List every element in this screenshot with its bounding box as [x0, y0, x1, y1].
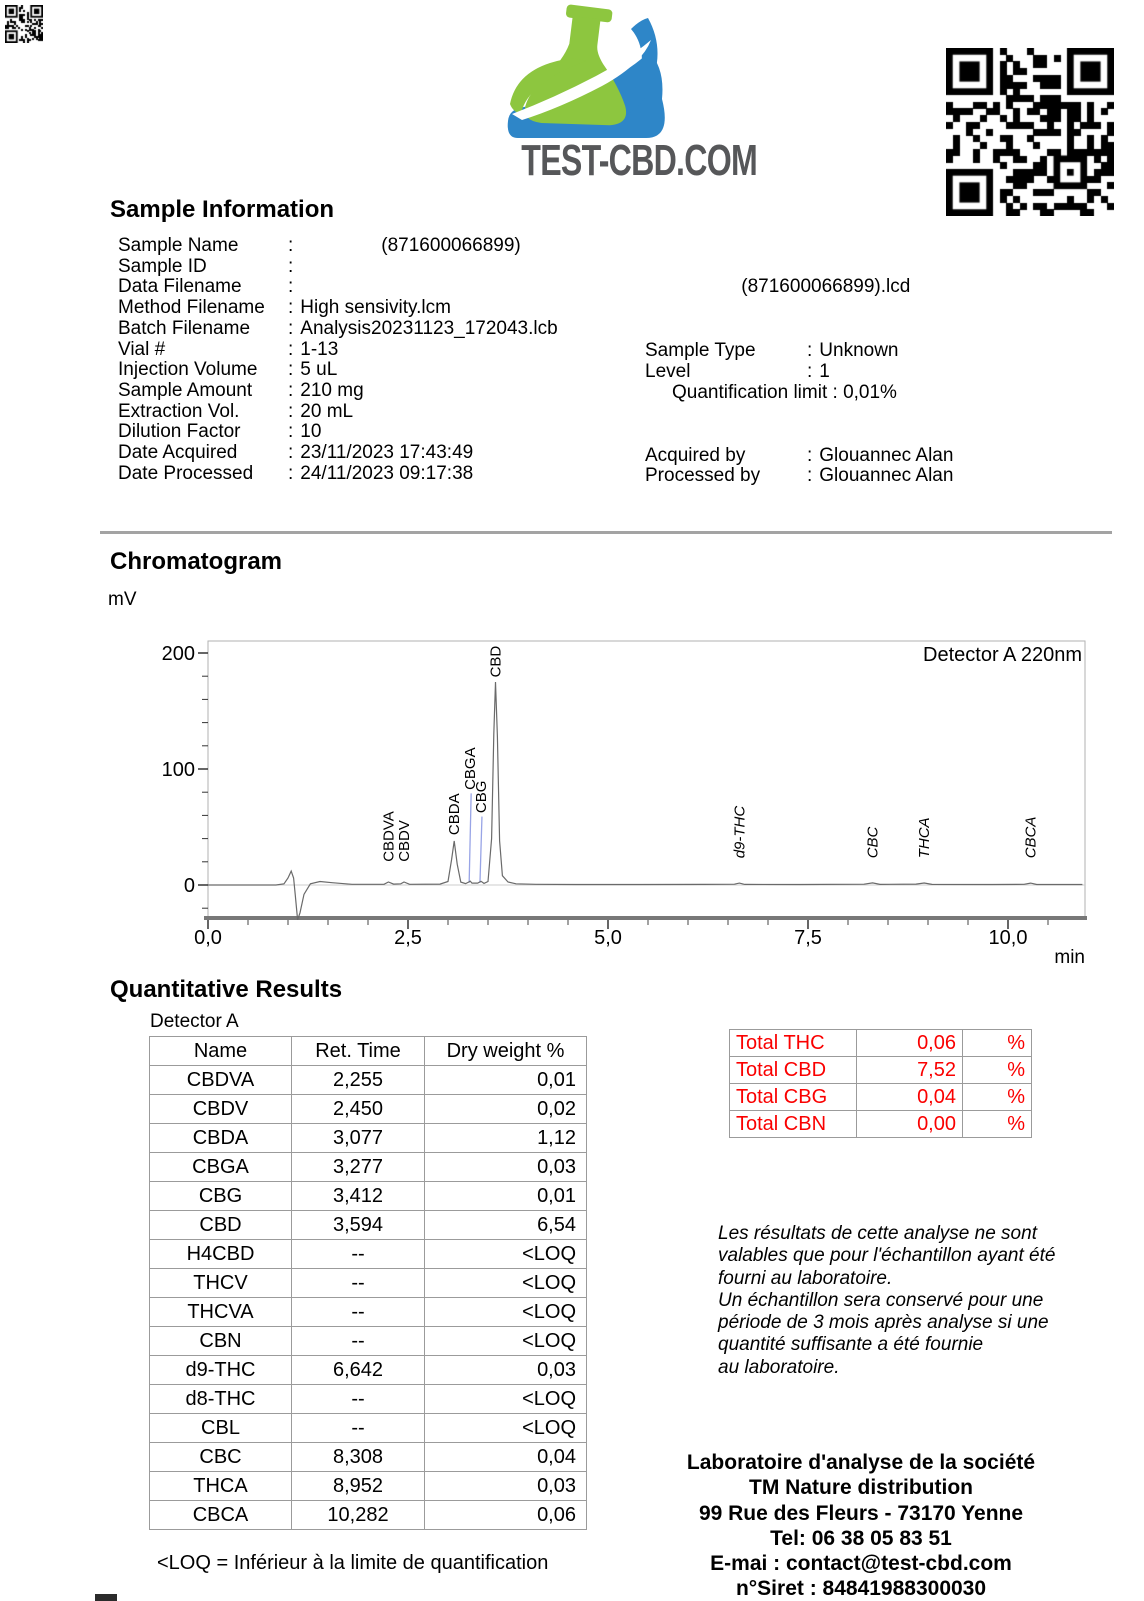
sample-info-label: Data Filename	[118, 276, 242, 298]
dry-weight-cell: <LOQ	[425, 1327, 587, 1356]
colon: :	[807, 465, 813, 486]
peak-label-CBGA: CBGA	[462, 747, 480, 790]
dry-weight-cell: 0,02	[425, 1095, 587, 1124]
sample-info-value: 23/11/2023 17:43:49	[300, 442, 474, 464]
y-tick-label: 0	[183, 875, 195, 897]
dry-weight-cell: <LOQ	[425, 1240, 587, 1269]
sample-info-value: 1-13	[300, 338, 339, 360]
x-tick-label: 5,0	[594, 927, 622, 949]
disclaimer-line: Un échantillon sera conservé pour une	[718, 1289, 1044, 1311]
sample-info-label: Method Filename	[118, 297, 265, 319]
total-label-cell: Total CBN	[730, 1111, 857, 1138]
plot-frame	[208, 641, 1085, 917]
sample-info-label: Sample Name	[118, 235, 239, 256]
peak-label-CBD: CBD	[487, 645, 505, 678]
dry-weight-cell: 0,01	[425, 1182, 587, 1211]
dry-weight-cell: <LOQ	[425, 1414, 587, 1443]
disclaimer-text	[718, 1223, 1055, 1379]
totals-table	[729, 1029, 1032, 1138]
sample-info-value: High sensivity.lcm	[300, 297, 451, 319]
table-row	[150, 1153, 587, 1182]
colon: :	[807, 445, 813, 466]
peak-label-CBCA: CBCA	[1022, 816, 1040, 859]
sample-info-value: Analysis20231123_172043.lcb	[300, 317, 558, 339]
total-row	[730, 1030, 1032, 1057]
compound-name-cell: CBCA	[150, 1501, 292, 1530]
sample-info-row	[118, 257, 910, 278]
sample-info-row	[118, 319, 910, 340]
footer-line: E-mai : contact@test-cbd.com	[710, 1552, 1012, 1576]
chromatogram-title: Chromatogram	[110, 548, 283, 575]
colon: :	[288, 255, 294, 277]
colon: :	[288, 276, 294, 298]
cropped-artifact	[95, 1594, 117, 1601]
compound-name-cell: CBD	[150, 1211, 292, 1240]
colon: :	[288, 297, 294, 319]
sample-info-value: 24/11/2023 09:17:38	[300, 462, 474, 484]
compound-name-cell: CBN	[150, 1327, 292, 1356]
x-tick-label: 0,0	[194, 927, 222, 949]
colon: :	[288, 338, 294, 360]
table-header-row	[150, 1037, 587, 1066]
table-row	[150, 1269, 587, 1298]
table-row	[150, 1240, 587, 1269]
table-row	[150, 1472, 587, 1501]
table-row	[150, 1095, 587, 1124]
peak-label-CBDA: CBDA	[446, 793, 464, 836]
colon: :	[288, 421, 294, 443]
ret-time-cell: 3,277	[292, 1153, 425, 1182]
disclaimer-line: valables que pour l'échantillon ayant été	[718, 1245, 1056, 1267]
sample-info-row	[645, 445, 953, 467]
x-tick-label: 7,5	[794, 927, 822, 949]
table-row	[150, 1414, 587, 1443]
table-row	[150, 1443, 587, 1472]
y-tick-label: 200	[161, 643, 195, 665]
peak-label-CBC: CBC	[864, 826, 882, 859]
sample-info-row	[118, 236, 910, 257]
ret-time-cell: 2,450	[292, 1095, 425, 1124]
sample-info-label: Injection Volume	[118, 359, 258, 381]
compound-name-cell: CBDVA	[150, 1066, 292, 1095]
colon: :	[807, 361, 813, 382]
sample-info-row: Quantification limit : 0,01%	[672, 382, 897, 403]
compound-name-cell: CBG	[150, 1182, 292, 1211]
total-value-cell: 0,06	[857, 1030, 963, 1057]
column-header: Dry weight %	[425, 1037, 587, 1066]
ret-time-cell: 3,594	[292, 1211, 425, 1240]
loq-footnote: <LOQ = Inférieur à la limite de quantification	[157, 1552, 549, 1574]
total-value-cell: 7,52	[857, 1057, 963, 1084]
peak-label-CBG: CBG	[473, 780, 490, 814]
sample-info-row	[645, 465, 953, 487]
sample-info-row	[118, 422, 910, 443]
sample-info-label: Date Processed	[118, 462, 254, 484]
ret-time-cell: --	[292, 1240, 425, 1269]
total-value-cell: 0,04	[857, 1084, 963, 1111]
peak-leader-line	[480, 817, 482, 883]
column-header: Name	[150, 1037, 292, 1066]
sample-info-row	[118, 298, 910, 319]
ret-time-cell: 8,308	[292, 1443, 425, 1472]
peak-label-CBDV: CBDV	[396, 820, 413, 862]
ret-time-cell: 3,412	[292, 1182, 425, 1211]
dry-weight-cell: 0,03	[425, 1472, 587, 1501]
ret-time-cell: 6,642	[292, 1356, 425, 1385]
compound-name-cell: d8-THC	[150, 1385, 292, 1414]
disclaimer-line: période de 3 mois après analyse si une	[718, 1312, 1049, 1334]
sample-info-label: Sample Type	[645, 340, 756, 361]
sample-info-label: Acquired by	[645, 445, 746, 466]
sample-info-label: Vial #	[118, 338, 166, 360]
sample-info-label: Sample ID	[118, 255, 207, 277]
dry-weight-cell: <LOQ	[425, 1385, 587, 1414]
x-tick-label: 10,0	[988, 927, 1028, 949]
total-row	[730, 1057, 1032, 1084]
sample-info-row	[645, 340, 899, 362]
qr-code-large-icon	[946, 48, 1114, 216]
ret-time-cell: --	[292, 1385, 425, 1414]
colon: :	[288, 317, 294, 339]
dry-weight-cell: 0,06	[425, 1501, 587, 1530]
section-divider	[100, 531, 1112, 534]
detector-legend: Detector A 220nm	[923, 644, 1082, 666]
footer-line: n°Siret : 84841988300030	[735, 1577, 987, 1601]
compound-name-cell: THCA	[150, 1472, 292, 1501]
total-unit-cell: %	[963, 1111, 1032, 1138]
total-label-cell: Total CBG	[730, 1084, 857, 1111]
colon: :	[288, 400, 294, 422]
sample-info-value: 210 mg	[300, 379, 364, 401]
compound-name-cell: CBDV	[150, 1095, 292, 1124]
quantitative-results-table	[149, 1036, 587, 1530]
total-unit-cell: %	[963, 1057, 1032, 1084]
footer-line: Tel: 06 38 05 83 51	[770, 1526, 952, 1550]
peak-label-THCA: THCA	[916, 817, 934, 859]
sample-info-value: 20 mL	[300, 400, 354, 422]
sample-info-value: Glouannec Alan	[819, 465, 954, 486]
sample-information-title: Sample Information	[110, 196, 335, 223]
sample-info-value: 10	[300, 421, 322, 443]
compound-name-cell: CBC	[150, 1443, 292, 1472]
dry-weight-cell: 0,03	[425, 1356, 587, 1385]
footer-line: Laboratoire d'analyse de la société	[686, 1451, 1036, 1474]
compound-name-cell: d9-THC	[150, 1356, 292, 1385]
sample-info-value: (871600066899)	[381, 235, 521, 256]
y-axis-unit-label: mV	[108, 589, 137, 610]
compound-name-cell: CBGA	[150, 1153, 292, 1182]
ret-time-cell: --	[292, 1298, 425, 1327]
table-row	[150, 1327, 587, 1356]
dry-weight-cell: <LOQ	[425, 1269, 587, 1298]
ret-time-cell: --	[292, 1414, 425, 1443]
colon: :	[288, 462, 294, 484]
sample-info-label: Level	[645, 361, 691, 382]
table-row	[150, 1385, 587, 1414]
sample-info-label: Date Acquired	[118, 442, 238, 464]
laboratory-contact-block	[578, 1450, 1144, 1601]
table-row	[150, 1356, 587, 1385]
sample-info-value: 1	[819, 361, 830, 382]
disclaimer-line: fourni au laboratoire.	[718, 1267, 893, 1289]
colon: :	[288, 379, 294, 401]
dry-weight-cell: 1,12	[425, 1124, 587, 1153]
total-value-cell: 0,00	[857, 1111, 963, 1138]
sample-info-value: Unknown	[819, 340, 899, 361]
compound-name-cell: H4CBD	[150, 1240, 292, 1269]
footer-line: TM Nature distribution	[749, 1476, 973, 1500]
sample-info-value: Glouannec Alan	[819, 445, 954, 466]
dry-weight-cell: 0,03	[425, 1153, 587, 1182]
sample-info-row	[645, 361, 830, 383]
ret-time-cell: 10,282	[292, 1501, 425, 1530]
disclaimer-line: au laboratoire.	[718, 1356, 840, 1378]
colon: :	[288, 359, 294, 381]
sample-info-value: 5 uL	[300, 359, 338, 381]
compound-name-cell: CBDA	[150, 1124, 292, 1153]
sample-info-value: (871600066899).lcd	[741, 276, 911, 298]
total-row	[730, 1084, 1032, 1111]
sample-info-row	[118, 277, 910, 298]
compound-name-cell: CBL	[150, 1414, 292, 1443]
table-row	[150, 1182, 587, 1211]
x-axis-unit-label: min	[1054, 947, 1085, 968]
table-row	[150, 1124, 587, 1153]
peak-label-d9-THC: d9-THC	[731, 805, 749, 859]
column-header: Ret. Time	[292, 1037, 425, 1066]
peak-leader-line	[469, 793, 471, 882]
sample-info-label: Processed by	[645, 465, 761, 486]
qr-code-small-icon	[5, 5, 43, 43]
total-row	[730, 1111, 1032, 1138]
total-label-cell: Total THC	[730, 1030, 857, 1057]
table-row	[150, 1211, 587, 1240]
ret-time-cell: --	[292, 1327, 425, 1356]
table-row	[150, 1501, 587, 1530]
y-tick-label: 100	[161, 759, 195, 781]
lab-flask-logo-icon	[496, 2, 676, 140]
chromatogram-plot	[100, 585, 1110, 970]
total-unit-cell: %	[963, 1030, 1032, 1057]
trace-line	[208, 682, 1082, 920]
dry-weight-cell: 0,04	[425, 1443, 587, 1472]
ret-time-cell: 3,077	[292, 1124, 425, 1153]
colon: :	[288, 235, 294, 256]
compound-name-cell: THCVA	[150, 1298, 292, 1327]
sample-info-label: Batch Filename	[118, 317, 251, 339]
dry-weight-cell: 6,54	[425, 1211, 587, 1240]
disclaimer-line: Les résultats de cette analyse ne sont	[718, 1223, 1037, 1244]
table-row	[150, 1066, 587, 1095]
sample-info-label: Extraction Vol.	[118, 400, 240, 422]
colon: :	[288, 442, 294, 464]
table-row	[150, 1298, 587, 1327]
ret-time-cell: 2,255	[292, 1066, 425, 1095]
detector-label: Detector A	[150, 1011, 239, 1032]
sample-info-label: Sample Amount	[118, 379, 253, 401]
logo-brand-text: TEST-CBD.COM	[521, 136, 758, 185]
footer-line: 99 Rue des Fleurs - 73170 Yenne	[698, 1501, 1024, 1525]
sample-info-label: Dilution Factor	[118, 421, 241, 443]
ret-time-cell: --	[292, 1269, 425, 1298]
peak-label-CBDVA: CBDVA	[380, 811, 398, 862]
colon: :	[807, 340, 813, 361]
total-label-cell: Total CBD	[730, 1057, 857, 1084]
sample-info-row	[118, 402, 910, 423]
compound-name-cell: THCV	[150, 1269, 292, 1298]
ret-time-cell: 8,952	[292, 1472, 425, 1501]
dry-weight-cell: 0,01	[425, 1066, 587, 1095]
quantitative-results-title: Quantitative Results	[110, 976, 343, 1003]
x-tick-label: 2,5	[394, 927, 422, 949]
total-unit-cell: %	[963, 1084, 1032, 1111]
dry-weight-cell: <LOQ	[425, 1298, 587, 1327]
disclaimer-line: quantité suffisante a été fournie	[718, 1334, 984, 1356]
